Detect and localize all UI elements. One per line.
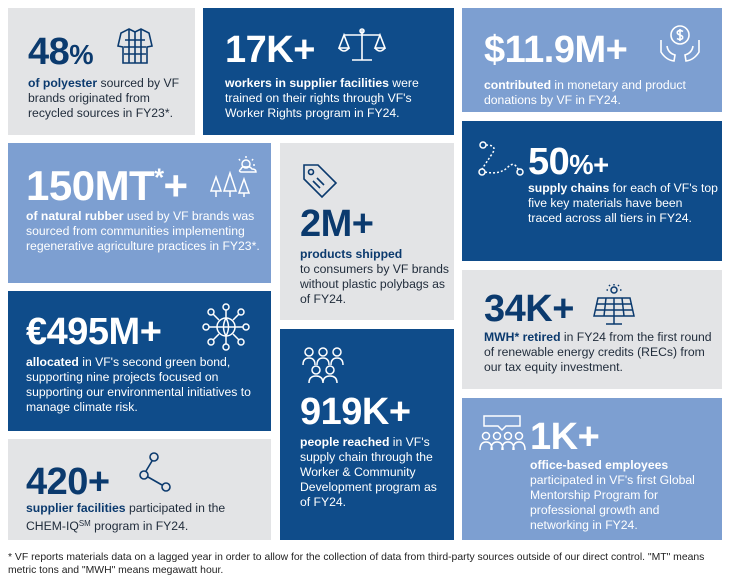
route-icon	[478, 139, 526, 179]
service-mark: SM	[78, 519, 91, 528]
stat-bold-text: supply chains	[528, 181, 610, 195]
stat-tile-supply-chains	[462, 121, 722, 261]
stat-tile-bond	[8, 291, 271, 431]
trees-weather-icon	[208, 155, 260, 199]
stat-tile-workers	[203, 8, 454, 135]
stat-description	[26, 209, 266, 254]
stat-text: sourced by VF brands originated from recycled sources in FY23*.	[28, 76, 180, 120]
people-group-icon	[300, 345, 346, 385]
stat-description	[484, 78, 714, 108]
stat-bold-text: MWH* retired	[484, 330, 561, 344]
molecule-icon	[134, 451, 174, 495]
scales-icon	[338, 26, 386, 66]
mentorship-group-icon	[478, 414, 526, 454]
stat-description	[28, 76, 193, 121]
jacket-icon	[116, 26, 154, 66]
stat-text-end: program in FY24.	[90, 518, 189, 533]
stat-text: in VF's supply chain through the Worker & Community Development program as of FY24.	[300, 435, 437, 509]
stat-description	[225, 76, 450, 121]
stat-description	[300, 247, 450, 307]
stat-value: €495M+	[26, 311, 162, 353]
donation-hands-icon	[658, 22, 702, 64]
stat-value: 1K+	[530, 416, 600, 458]
stat-text: in VF's second green bond, supporting nine projects focused on supporting our environmental initiatives to manage climate risk.	[26, 355, 251, 414]
stat-text: for each of VF's top five key materials have been traced across all tiers in FY24.	[528, 181, 718, 225]
tag-icon	[300, 161, 340, 201]
stat-bold-text: products shipped	[300, 247, 403, 261]
stat-value: 919K+	[300, 391, 411, 433]
stat-tile-polyester	[8, 8, 195, 135]
stat-tile-products	[280, 143, 454, 320]
stat-text: in FY24 from the first round of renewable energy credits (RECs) from our tax equity investment.	[484, 330, 712, 374]
stat-bold-text: supplier facilities	[26, 501, 126, 515]
stat-description	[300, 435, 450, 510]
stat-number: 150MT	[26, 162, 155, 209]
solar-panel-icon	[592, 284, 636, 326]
stat-text: in monetary and product donations by VF in FY24.	[484, 78, 686, 107]
stat-value	[26, 162, 188, 209]
stat-value	[528, 143, 609, 181]
stat-tile-facilities	[8, 439, 271, 540]
network-globe-icon	[202, 303, 250, 351]
stat-number: 50	[528, 141, 570, 183]
stat-bold-text: workers in supplier facilities	[225, 76, 389, 90]
stat-text: participated in VF's first Global Mentorship Program for professional growth and networking in FY24.	[530, 473, 695, 532]
stat-value: 17K+	[225, 29, 315, 71]
stat-value: 34K+	[484, 288, 574, 330]
stat-value: $11.9M+	[484, 29, 628, 71]
stat-bold-text: office-based employees	[530, 458, 669, 472]
stat-description	[530, 458, 718, 533]
stat-tile-employees	[462, 398, 722, 540]
stat-description	[26, 501, 266, 534]
stat-bold-text: contributed	[484, 78, 552, 92]
stat-description	[528, 181, 718, 226]
stat-text: were trained on their rights through VF's Worker Rights program in FY24.	[225, 76, 419, 120]
stat-tile-rubber	[8, 143, 271, 283]
stat-suffix: %	[69, 39, 94, 70]
stat-asterisk: *	[154, 164, 164, 193]
stat-bold-text: people reached	[300, 435, 390, 449]
stat-value	[28, 33, 93, 71]
stat-bold-text: allocated	[26, 355, 79, 369]
stat-text: used by VF brands was sourced from communities implementing regenerative agriculture practices in FY23*.	[26, 209, 260, 253]
stat-text: to consumers by VF brands without plastic polybags as of FY24.	[300, 262, 450, 306]
footnote: * VF reports materials data on a lagged year in order to allow for the collection of data from third-party sources outside of our direct control. "MT" means metric tons and "MWH" means megawatt hour.	[8, 552, 705, 576]
stat-text: participated in the CHEM-IQ	[26, 501, 226, 533]
stat-tile-donations	[462, 8, 722, 112]
stat-description	[484, 330, 719, 375]
stat-tile-mwh	[462, 270, 722, 389]
stat-value: 420+	[26, 461, 110, 503]
stat-tile-people	[280, 329, 454, 540]
stat-description	[26, 355, 266, 415]
stat-value: 2M+	[300, 203, 374, 245]
stat-number: 48	[28, 31, 70, 73]
stat-bold-text: of natural rubber	[26, 209, 124, 223]
stat-plus: +	[163, 162, 188, 209]
stat-suffix: %+	[569, 149, 609, 180]
stat-bold-text: of polyester	[28, 76, 98, 90]
